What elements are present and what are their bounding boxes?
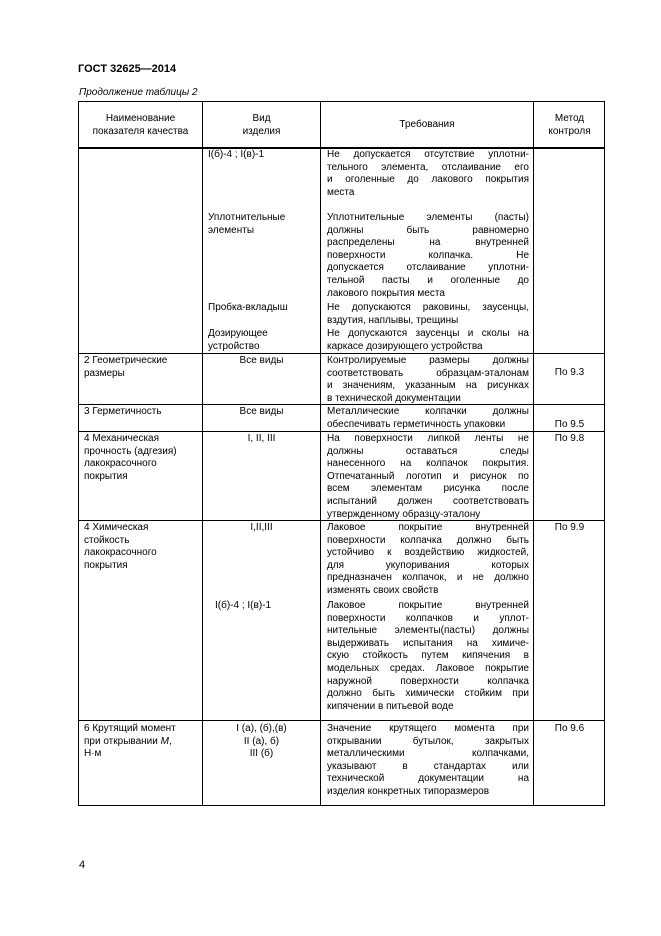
row5-req-b: Лаковое покрытие внутренней поверхности колпачков и уплот- нительные элементы(пасты) должны выдерживать испытания на химиче- скую стойкость путем кипячения в модельных средах. Лаковое покрытие наружной поверхности колпачка должно быть химически стойким при кипячении в питьевой воде <box>327 600 529 712</box>
column-header-requirements: Требования <box>399 119 455 130</box>
row1-req-d: Не допускаются заусенцы и сколы на каркасе дозирующего устройства <box>327 328 529 352</box>
row6-kind: I (а), (б),(в) II (а), б) III (б) <box>236 723 287 760</box>
row1-kind-d: Дозирующее устройство <box>208 328 268 352</box>
row5-name: 4 Химическая стойкость лакокрасочного покрытия <box>84 522 157 571</box>
row4-req: На поверхности липкой ленты не должны оставаться следы нанесенного на колпачок покрытия. Отпечатанный логотип и рисунок по всем элементам рисунка после испытаний должен соответствовать утвержденному образцу-эталону <box>327 433 529 520</box>
column-header-method: Метод контроля <box>548 113 591 137</box>
row1-kind-c: Пробка-вкладыш <box>208 302 288 313</box>
row4-kind: I, II, III <box>247 433 276 444</box>
row3-name: 3 Герметичность <box>84 406 162 417</box>
row1-kind-a: I(б)-4 ; I(в)-1 <box>208 149 265 160</box>
row3-method: По 9.5 <box>554 419 585 430</box>
col-divider <box>533 102 534 805</box>
column-header-name: Наименование показателя качества <box>92 113 189 137</box>
row2-name: 2 Геометрические размеры <box>84 355 168 379</box>
col-divider <box>320 102 321 805</box>
requirements-table <box>78 101 605 806</box>
row4-method: По 9.8 <box>554 433 585 444</box>
row5-method: По 9.9 <box>554 522 585 533</box>
column-header-kind: Вид изделия <box>242 113 281 137</box>
row5-req-a: Лаковое покрытие внутренней поверхности колпачка должно быть устойчиво к воздействию жидкостей, для укупоривания которых предназначен колпачок, и не должно изменять своих свойств <box>327 522 529 596</box>
row1-req-a: Не допускается отсутствие уплотни- тельного элемента, отслаивание его и оголенные до лакового покрытия места <box>327 149 529 198</box>
row1-kind-b: Уплотнительные элементы <box>208 212 286 236</box>
row6-name: 6 Крутящий момент при открывании M, Н·м <box>84 723 176 760</box>
col-divider <box>202 102 203 805</box>
row2-kind: Все виды <box>239 355 284 366</box>
row1-req-b: Уплотнительные элементы (пасты) должны быть равномерно распределены на внутренней поверхности колпачка. Не допускается отслаивание уплотни- тельной пасты и оголенные до лакового покрытия места <box>327 212 529 299</box>
document-code: ГОСТ 32625—2014 <box>78 63 177 75</box>
row2-req: Контролируемые размеры должны соответствовать образцам-эталонам и значениям, указанным на рисунках в технической документации <box>327 355 529 404</box>
row4-name: 4 Механическая прочность (адгезия) лакокрасочного покрытия <box>84 433 177 482</box>
row3-kind: Все виды <box>239 406 284 417</box>
page-number: 4 <box>79 859 86 871</box>
row3-req: Металлические колпачки должны обеспечивать герметичность упаковки <box>327 406 529 430</box>
row6-method: По 9.6 <box>554 723 585 734</box>
row5-kind-b: I(б)-4 ; I(в)-1 <box>215 600 272 611</box>
row6-req: Значение крутящего момента при открывании бутылок, закрытых металлическими колпачками, указывают в стандартах или технической документации на изделия конкретных типоразмеров <box>327 723 529 797</box>
table-caption: Продолжение таблицы 2 <box>79 87 198 98</box>
row-divider <box>79 720 604 721</box>
row1-req-c: Не допускаются раковины, заусенцы, вздутия, наплывы, трещины <box>327 302 529 326</box>
row2-method: По 9.3 <box>554 367 585 378</box>
row5-kind-a: I,II,III <box>250 522 273 533</box>
